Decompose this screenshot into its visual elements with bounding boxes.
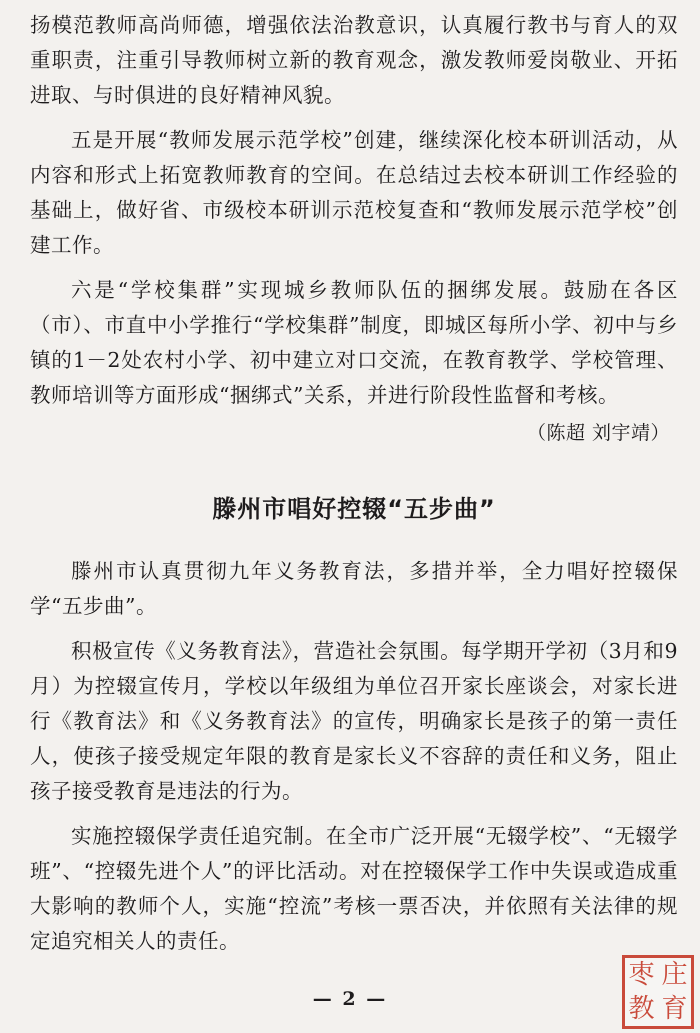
body-paragraph: 积极宣传《义务教育法》，营造社会氛围。每学期开学初（3月和9月）为控辍宣传月，学校以年级组为单位召开家长座谈会，对家长进行《教育法》和《义务教育法》的宣传，明确家长是孩子的第一责任人，使孩子接受规定年限的教育是家长义不容辞的责任和义务，阻止孩子接受教育是违法的行为。: [30, 639, 678, 803]
body-paragraph: 滕州市认真贯彻九年义务教育法，多措并举，全力唱好控辍保学“五步曲”。: [30, 559, 678, 618]
stamp-char: 枣: [628, 960, 655, 990]
body-paragraph: 扬模范教师高尚师德，增强依法治教意识，认真履行教书与育人的双重职责，注重引导教师树立新的教育观念，激发教师爱岗敬业、开拓进取、与时俱进的良好精神风貌。: [30, 13, 678, 107]
stamp-char: 育: [661, 994, 688, 1024]
stamp-char: 庄: [661, 960, 688, 990]
stamp-char: 教: [628, 994, 655, 1024]
article-heading: 滕州市唱好控辍“五步曲”: [212, 495, 496, 523]
body-paragraph: 实施控辍保学责任追究制。在全市广泛开展“无辍学校”、“无辍学班”、“控辍先进个人”的评比活动。对在控辍保学工作中失误或造成重大影响的教师个人，实施“控流”考核一票否决，并依照有关法律的规定追究相关人的责任。: [30, 824, 678, 953]
seal-stamp: [622, 955, 694, 1029]
page-number: — 2 —: [312, 988, 388, 1010]
body-paragraph: 六是“学校集群”实现城乡教师队伍的捆绑发展。鼓励在各区（市）、市直中小学推行“学校集群”制度，即城区每所小学、初中与乡镇的1－2处农村小学、初中建立对口交流，在教育教学、学校管理、教师培训等方面形成“捆绑式”关系，并进行阶段性监督和考核。: [30, 278, 678, 407]
author-byline: （陈超 刘宇靖）: [526, 422, 670, 444]
body-paragraph: 五是开展“教师发展示范学校”创建，继续深化校本研训活动，从内容和形式上拓宽教师教育的空间。在总结过去校本研训工作经验的基础上，做好省、市级校本研训示范校复查和“教师发展示范学校”创建工作。: [30, 128, 678, 257]
